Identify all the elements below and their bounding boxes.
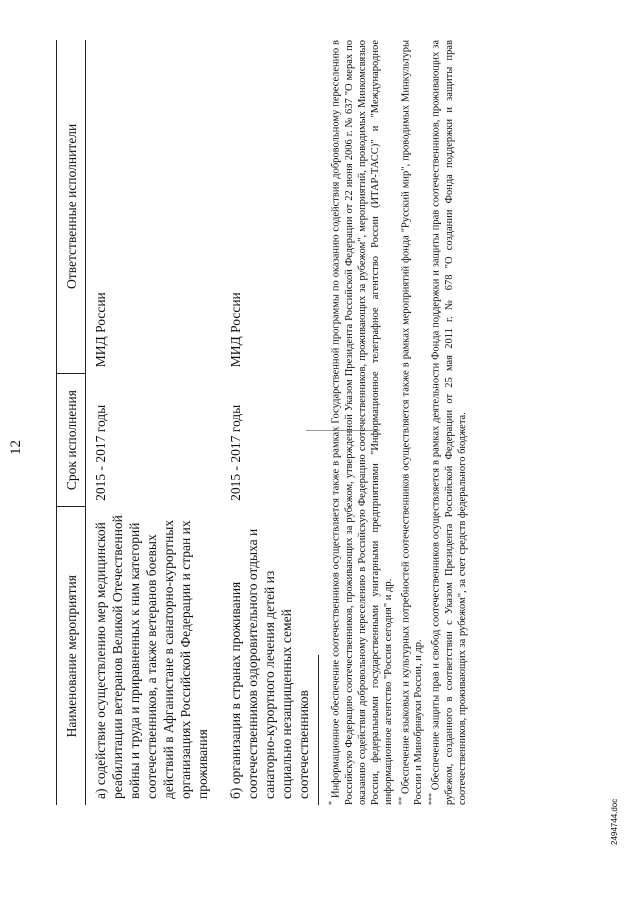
measures-table [56, 40, 322, 805]
footnote-mark: ** [396, 797, 406, 805]
footnote-text: Обеспечение языковых и культурных потребностей соотечественников осуществляется также в рамках мероприятий фонда "Русский мир", проводимых Минкультуры России и Минобрнауки России, и др. [400, 40, 424, 805]
footnote-mark: * [327, 801, 336, 805]
row-term: 2015 - 2017 годы [93, 404, 108, 501]
header-name: Наименование мероприятия [57, 507, 86, 805]
table-header-row [57, 40, 86, 805]
footnotes [325, 40, 469, 805]
footnote-text: Информационное обеспечение соотечественников осуществляется также в рамках Государственной программы по оказанию содействия добровольному переселению в Российскую Федерацию соотечественников, проживающих за рубежом, утвержденной Указом Президента Российской Федерации от 22 июня 2006 г. № 637 "О мерах по оказанию содействия добровольному переселению в Российскую Федерацию соотечественников, проживающих за рубежом", мероприятий, проводимых Минкомсвязью России, федеральными государственными унитарными предприятиями "Информационное телеграфное агентство России (ИТАР-ТАСС)" и "Международное информационное агентство "Россия сегодня" и др. [330, 40, 394, 805]
footnote-mark: *** [427, 793, 436, 805]
footnote-text: Обеспечение защиты прав и свобод соотечественников осуществляется в рамках деятельности Фонда поддержки и защиты прав соотечественников, проживающих за рубежом, созданного в соответствии с Указом Президента Российской Федерации от 25 мая 2011 г. № 678 "О создании Фонда поддержки и защиты прав соотечественников, проживающих за рубежом", за счет средств федерального бюджета. [430, 40, 468, 805]
footnote [325, 40, 395, 805]
row-term: 2015 - 2017 годы [228, 404, 243, 501]
table-row [221, 40, 322, 805]
row-name: а) содействие осуществлению мер медицинской реабилитации ветеранов Великой Отечественной войны и труда и приравненных к ним категорий соотечественников, а также ветеранов боевых действий в Афганистане в санаторно-курортных организациях Российской Федерации и стран их проживания [93, 515, 210, 799]
footnote [425, 40, 469, 805]
row-name: б) организация в странах проживания соотечественников оздоровительного отдыха и санаторно-курортного лечения детей из социально незащищенных семей соотечественников [228, 528, 311, 799]
table-row [86, 40, 222, 805]
footnote-separator [318, 655, 319, 805]
row-executors: МИД России [228, 292, 243, 368]
header-term: Срок исполнения [57, 373, 86, 507]
page-number: 12 [8, 440, 24, 455]
document-code: 2494744.doc [610, 798, 619, 845]
row-executors: МИД России [93, 292, 108, 368]
header-executors: Ответственные исполнители [57, 40, 86, 373]
footnote [395, 40, 426, 805]
